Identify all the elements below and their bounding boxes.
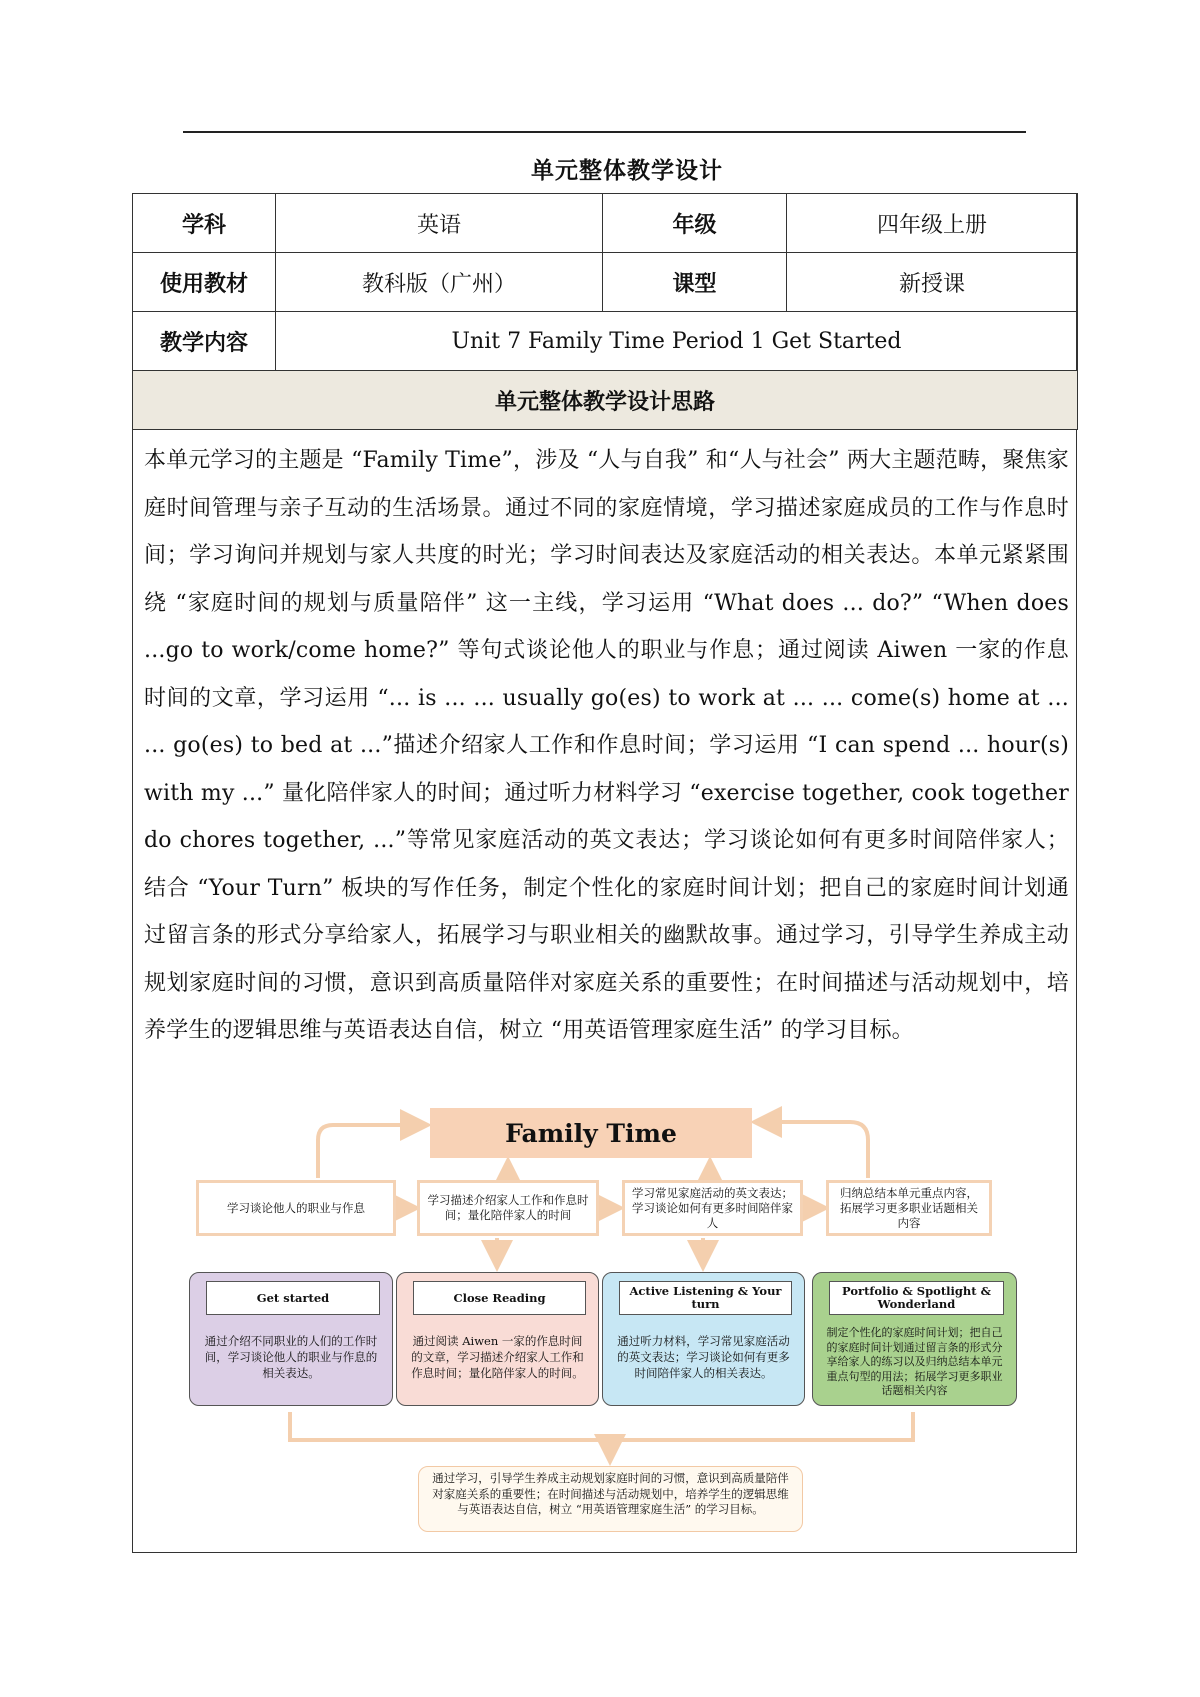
content-label: 教学内容 — [133, 312, 276, 371]
card-close-reading — [396, 1272, 599, 1406]
card-title: Portfolio & Spotlight & Wonderland — [829, 1281, 1004, 1315]
grade-label: 年级 — [603, 194, 787, 253]
card-title: Close Reading — [413, 1281, 586, 1315]
document-title: 单元整体教学设计 — [531, 157, 723, 184]
step-box-3: 学习常见家庭活动的英文表达；学习谈论如何有更多时间陪伴家人 — [622, 1180, 803, 1236]
step-box-1: 学习谈论他人的职业与作息 — [196, 1180, 396, 1236]
card-text: 通过听力材料，学习常见家庭活动的英文表达；学习谈论如何有更多时间陪伴家人的相关表达。 — [617, 1334, 790, 1380]
card-get-started — [189, 1272, 393, 1406]
textbook-value: 教科版（广州） — [276, 253, 603, 312]
lesson-type-value: 新授课 — [787, 253, 1078, 312]
diagram-title: Family Time — [430, 1108, 752, 1158]
section-heading: 单元整体教学设计思路 — [133, 371, 1078, 430]
grade-value: 四年级上册 — [787, 194, 1078, 253]
card-text: 通过介绍不同职业的人们的工作时间，学习谈论他人的职业与作息的相关表达。 — [204, 1334, 378, 1380]
lesson-type-label: 课型 — [603, 253, 787, 312]
summary-box: 通过学习，引导学生养成主动规划家庭时间的习惯，意识到高质量陪伴对家庭关系的重要性；在时间描述与活动规划中，培养学生的逻辑思维与英语表达自信，树立 “用英语管理家庭生活” 的学习目标。 — [418, 1466, 803, 1532]
step-box-2: 学习描述介绍家人工作和作息时间；量化陪伴家人的时间 — [417, 1180, 599, 1236]
card-title: Active Listening & Your turn — [619, 1281, 792, 1315]
design-rationale-paragraph: 本单元学习的主题是 “Family Time”，涉及 “人与自我” 和“人与社会” 两大主题范畴，聚焦家庭时间管理与亲子互动的生活场景。通过不同的家庭情境，学习描述家庭成员的工作与作息时间；学习询问并规划与家人共度的时光；学习时间表达及家庭活动的相关表达。本单元紧紧围绕 “家庭时间的规划与质量陪伴” 这一主线，学习运用 “What does ... do?” “When does ...go to work/come home?” 等句式谈论他人的职业与作息；通过阅读 Aiwen 一家的作息时间的文章，学习运用 “... is ... ... usually go(es) to work at ... ... come(s) home at ... ... go(es) to bed at ...”描述介绍家人工作和作息时间；学习运用 “I can spend ... hour(s) with my ...” 量化陪伴家人的时间；通过听力材料学习 “exercise together, cook together do chores together, ...”等常见家庭活动的英文表达；学习谈论如何有更多时间陪伴家人；结合 “Your Turn” 板块的写作任务，制定个性化的家庭时间计划；把自己的家庭时间计划通过留言条的形式分享给家人，拓展学习与职业相关的幽默故事。通过学习，引导学生养成主动规划家庭时间的习惯，意识到高质量陪伴对家庭关系的重要性；在时间描述与活动规划中，培养学生的逻辑思维与英语表达自信，树立 “用英语管理家庭生活” 的学习目标。 — [144, 448, 1069, 1043]
card-portfolio-spotlight — [812, 1272, 1017, 1406]
card-text: 通过阅读 Aiwen 一家的作息时间的文章，学习描述介绍家人工作和作息时间；量化陪伴家人的时间。 — [411, 1334, 584, 1380]
subject-value: 英语 — [276, 194, 603, 253]
card-title: Get started — [206, 1281, 380, 1315]
card-text: 制定个性化的家庭时间计划；把自己的家庭时间计划通过留言条的形式分享给家人的练习以及归纳总结本单元重点句型的用法；拓展学习更多职业话题相关内容 — [826, 1326, 1003, 1397]
card-active-listening — [602, 1272, 805, 1406]
subject-label: 学科 — [133, 194, 276, 253]
content-value: Unit 7 Family Time Period 1 Get Started — [276, 312, 1078, 371]
step-box-4: 归纳总结本单元重点内容，拓展学习更多职业话题相关内容 — [826, 1180, 992, 1236]
textbook-label: 使用教材 — [133, 253, 276, 312]
